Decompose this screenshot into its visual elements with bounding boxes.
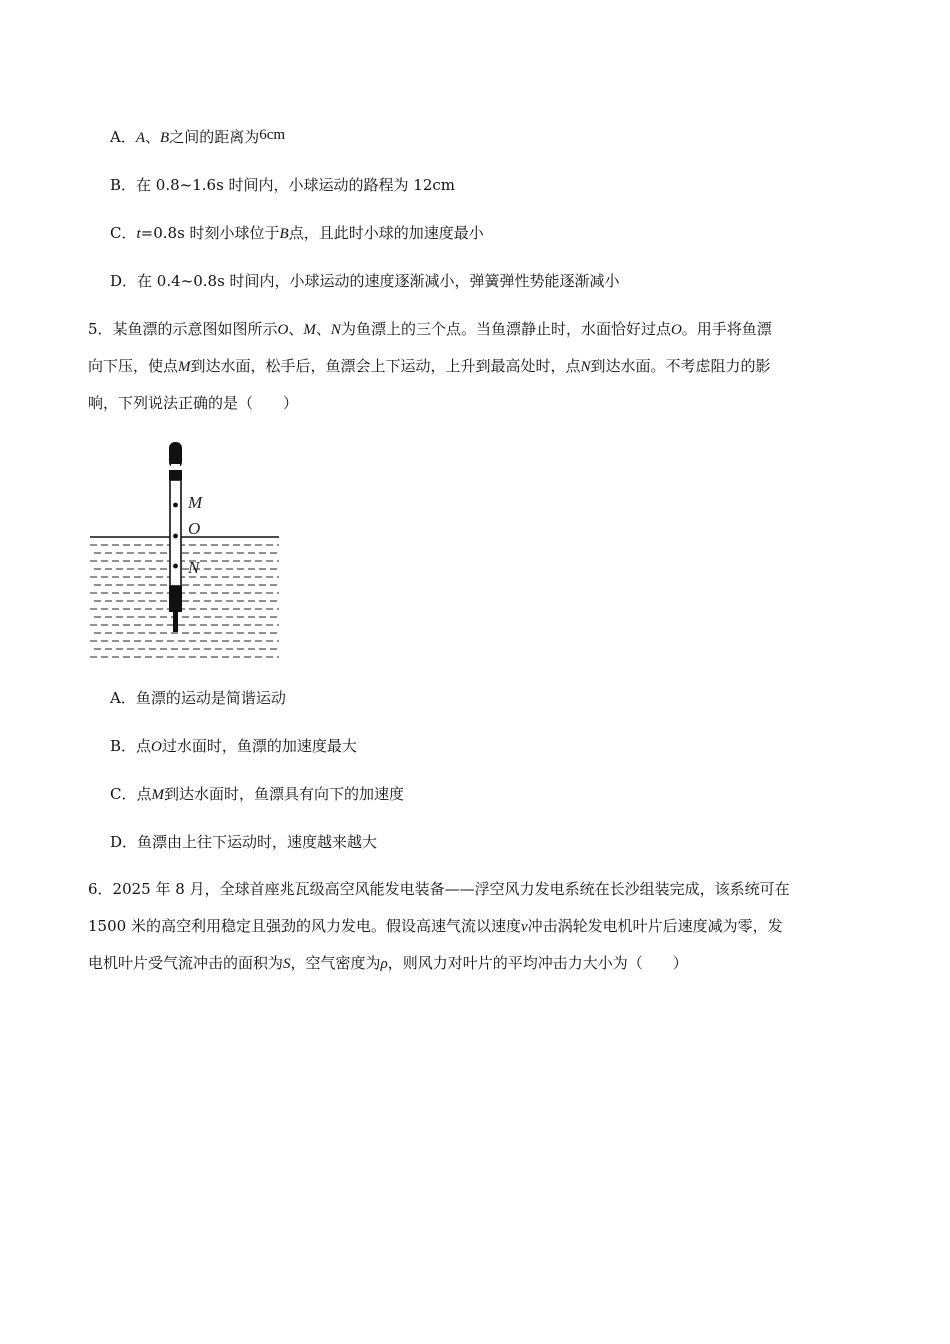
point-o-dot	[173, 534, 178, 539]
label-o: O	[188, 519, 201, 538]
q5-option-a: A．鱼漂的运动是简谐运动	[110, 689, 286, 707]
q5-stem-line-3: 响，下列说法正确的是（ ）	[88, 394, 299, 412]
point-n-dot	[173, 564, 178, 569]
q6-stem-line-3: 电机叶片受气流冲击的面积为S，空气密度为ρ，则风力对叶片的平均冲击力大小为（ ）	[88, 954, 688, 972]
water-dashes	[90, 545, 279, 657]
fishing-float-diagram	[86, 438, 286, 663]
q5-option-d: D．鱼漂由上往下运动时，速度越来越大	[110, 833, 378, 851]
q5-option-b: B．点O过水面时，鱼漂的加速度最大	[110, 737, 357, 755]
q4-option-c: C．t=0.8s 时刻小球位于B点，且此时小球的加速度最小	[110, 224, 484, 242]
q6-stem-line-1: 6．2025 年 8 月，全球首座兆瓦级高空风能发电装备——浮空风力发电系统在长沙组装完成，该系统可在	[88, 880, 790, 898]
q4-option-a: A．A、B之间的距离为6cm	[110, 127, 286, 146]
label-n: N	[188, 558, 200, 577]
q5-stem-line-1: 5．某鱼漂的示意图如图所示O、M、N为鱼漂上的三个点。当鱼漂静止时，水面恰好过点O。用手将鱼漂	[88, 320, 772, 338]
q5-stem-line-2: 向下压，使点M到达水面，松手后，鱼漂会上下运动，上升到最高处时，点N到达水面。不考虑阻力的影	[88, 357, 771, 375]
q4-option-b: B．在 0.8~1.6s 时间内，小球运动的路程为 12cm	[110, 176, 456, 194]
label-m: M	[188, 493, 203, 512]
q6-stem-line-2: 1500 米的高空利用稳定且强劲的风力发电。假设高速气流以速度v冲击涡轮发电机叶片后速度减为零，发	[88, 917, 783, 935]
point-m-dot	[173, 503, 178, 508]
q5-option-c: C．点M到达水面时，鱼漂具有向下的加速度	[110, 785, 404, 803]
q4-option-d: D．在 0.4~0.8s 时间内，小球运动的速度逐渐减小，弹簧弹性势能逐渐减小	[110, 272, 620, 290]
